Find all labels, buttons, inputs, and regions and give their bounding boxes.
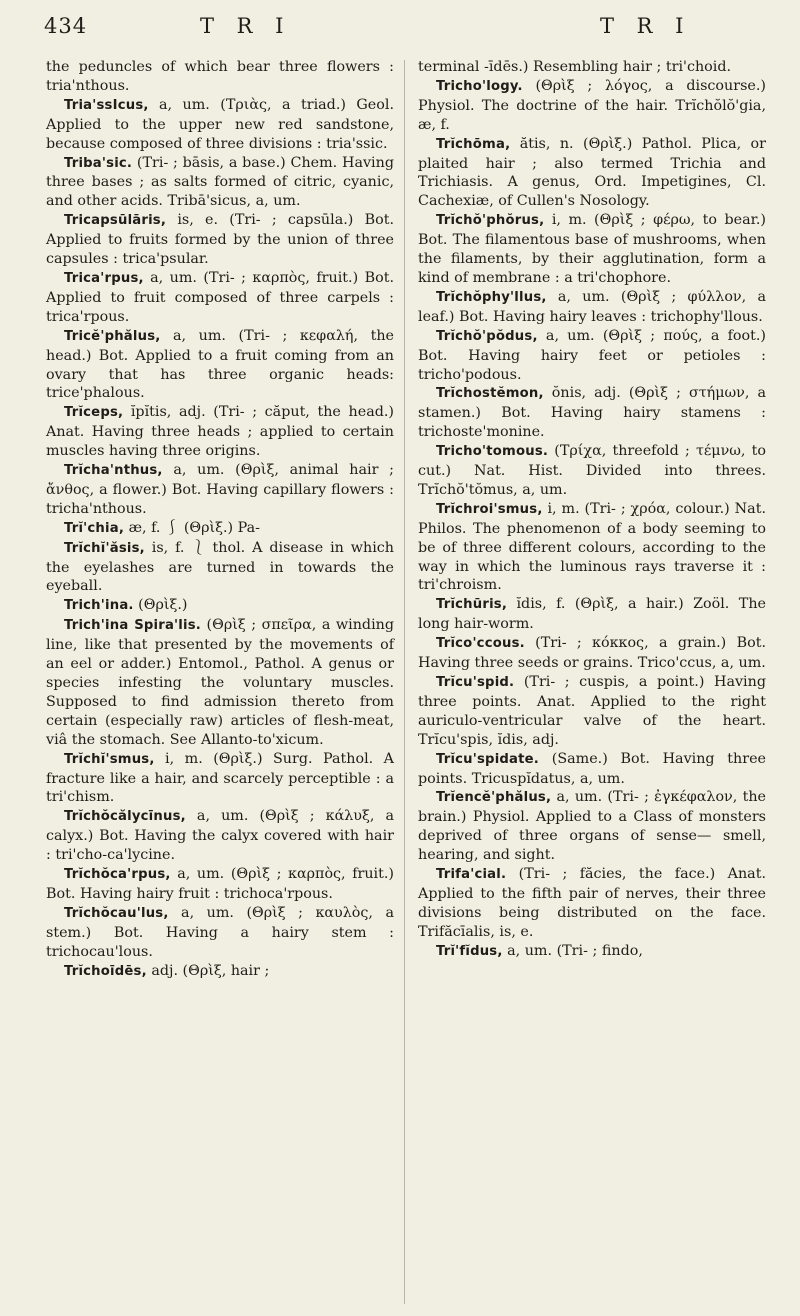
entry-headword: Trĭ'chia, xyxy=(64,520,125,536)
entry-headword: Trĭchostĕmon, xyxy=(436,386,544,402)
right-column xyxy=(418,58,766,962)
running-head-right: T R I xyxy=(600,14,692,38)
dictionary-entry xyxy=(418,442,766,500)
entry-definition: a, um. (Tri- ; καρπὸς, fruit.) Bot. Applied to fruit composed of three carpels : trica'rpous. xyxy=(46,269,394,325)
entry-headword: Trĭcu'spid. xyxy=(436,675,515,690)
entry-headword: Trich'ina. xyxy=(64,598,134,614)
dictionary-entry xyxy=(418,384,766,442)
dictionary-entry xyxy=(46,596,394,616)
entry-headword: Trĭchūris, xyxy=(436,597,508,613)
entry-headword: Trĭchŏ'phŏrus, xyxy=(436,213,545,229)
dictionary-entry xyxy=(46,750,394,808)
entry-definition: a, um. (Θρὶξ ; καυλὸς, a stem.) Bot. Having a hairy stem : trichocau'lous. xyxy=(46,904,394,960)
entry-definition: ĭpĭtis, adj. (Tri- ; căput, the head.) Anat. Having three heads ; applied to certain muscles having three origins. xyxy=(46,404,394,460)
entry-headword: Trĭencĕ'phălus, xyxy=(436,790,552,806)
column-divider xyxy=(404,60,405,1304)
dictionary-entry xyxy=(46,269,394,327)
entry-headword: Tricapsūlāris, xyxy=(64,213,167,229)
entry-headword: Trich'ina Spira'lis. xyxy=(64,618,201,634)
dictionary-entry xyxy=(418,135,766,212)
entry-definition: ĭdis, f. (Θρὶξ, a hair.) Zoöl. The long hair-worm. xyxy=(418,596,766,633)
page-number: 434 xyxy=(44,14,88,38)
entry-headword: Tricho'tomous. xyxy=(436,444,549,460)
dictionary-entry xyxy=(46,58,394,96)
entry-definition: i, m. (Tri- ; χρόα, colour.) Nat. Philos. The phenomenon of a body seeming to be of three different colours, according to the way in which the luminous rays traverse it : tri'chroism. xyxy=(418,500,766,594)
entry-definition: æ, f. ⎰ (Θρὶξ.) Pa- xyxy=(124,519,261,536)
entry-headword: Trĭchoīdēs, xyxy=(64,963,147,979)
dictionary-entry xyxy=(46,962,394,982)
dictionary-entry xyxy=(418,788,766,865)
dictionary-entry xyxy=(46,865,394,904)
entry-headword: Trĭchĭ'smus, xyxy=(64,751,155,767)
left-column xyxy=(46,58,394,982)
entry-headword: Triba'sic. xyxy=(64,155,133,171)
running-head-left: T R I xyxy=(200,14,292,38)
entry-definition: a, um. (Θρὶξ, animal hair ; ἄνθος, a flower.) Bot. Having capillary flowers : tricha'nthous. xyxy=(46,462,394,517)
entry-definition: a, um. (Θρὶξ ; κάλυξ, a calyx.) Bot. Having the calyx covered with hair : tri'cho-ca'lycine. xyxy=(46,808,394,864)
entry-definition: a, um. (Θρὶξ ; καρπὸς, fruit.) Bot. Having hairy fruit : trichoca'rpous. xyxy=(46,866,394,902)
dictionary-entry xyxy=(418,500,766,596)
entry-headword: Trĭchŏcau'lus, xyxy=(64,905,169,921)
dictionary-entry xyxy=(46,519,394,539)
entry-headword: Tricĕ'phălus, xyxy=(64,328,161,344)
entry-headword: Trĭchōma, xyxy=(436,136,511,152)
dictionary-entry xyxy=(418,865,766,942)
entry-definition: is, f. ⎱ thol. A disease in which the eyelashes are turned in towards the eyeball. xyxy=(46,539,394,595)
dictionary-entry xyxy=(46,154,394,212)
entry-definition: (Tri- ; κόκκος, a grain.) Bot. Having three seeds or grains. Trico'ccus, a, um. xyxy=(418,635,766,672)
running-header xyxy=(0,0,800,56)
dictionary-entry xyxy=(418,673,766,750)
entry-headword: Trĭchĭ'ăsis, xyxy=(64,540,145,556)
entry-definition: (Tri- ; făcies, the face.) Anat. Applied to the fifth pair of nerves, their three divisions being distributed on the face. Trifăcīalis, is, e. xyxy=(418,866,766,940)
entry-definition: a, um. (Θρὶξ ; πούς, a foot.) Bot. Having hairy feet or petioles : tricho'podous. xyxy=(418,327,766,383)
entry-headword: Tria'ssIcus, xyxy=(64,97,149,113)
entry-definition: (Θρὶξ.) xyxy=(133,597,188,614)
entry-definition: ŏnis, adj. (Θρὶξ ; στήμων, a stamen.) Bot. Having hairy stamens : trichoste'monine. xyxy=(418,385,766,441)
entry-definition: (Same.) Bot. Having three points. Tricuspĭdatus, a, um. xyxy=(418,750,766,787)
entry-definition: (Τρίχα, threefold ; τέμνω, to cut.) Nat. Hist. Divided into threes. Trĭchŏ'tŏmus, a, um. xyxy=(418,443,766,498)
entry-headword: Trĭchŏphy'llus, xyxy=(436,289,547,305)
entry-headword: Tricho'logy. xyxy=(436,78,523,94)
dictionary-entry xyxy=(46,616,394,749)
dictionary-entry xyxy=(46,403,394,461)
dictionary-entry xyxy=(418,942,766,962)
dictionary-entry xyxy=(418,327,766,385)
entry-definition: the peduncles of which bear three flowers : tria'nthous. xyxy=(46,59,394,94)
entry-definition: a, um. (Τριὰς, a triad.) Geol. Applied to the upper new red sandstone, because composed of three divisions : tria'ssic. xyxy=(46,96,394,152)
dictionary-entry xyxy=(46,461,394,519)
entry-definition: adj. (Θρὶξ, hair ; xyxy=(146,962,270,979)
dictionary-entry xyxy=(418,211,766,288)
entry-headword: Trĭchŏcălycīnus, xyxy=(64,809,186,825)
entry-headword: Trĭchroi'smus, xyxy=(436,501,543,517)
entry-definition: (Θρὶξ ; λόγος, a discourse.) Physiol. The doctrine of the hair. Trĭchŏlŏ'gia, æ, f. xyxy=(418,77,766,133)
entry-definition: a, um. (Tri- ; findo, xyxy=(502,942,643,959)
entry-definition: a, um. (Tri- ; κεφαλή, the head.) Bot. Applied to a fruit coming from an ovary that has three organic heads: trice'phalous. xyxy=(46,327,394,402)
entry-headword: Trĭcu'spidate. xyxy=(436,751,540,767)
entry-headword: Trĭchŏca'rpus, xyxy=(64,867,171,883)
entry-headword: Trifa'cial. xyxy=(436,867,507,883)
entry-definition: a, um. (Tri- ; ἐγκέφαλον, the brain.) Physiol. Applied to a Class of monsters deprived of three organs of sense— smell, hearing, and sight. xyxy=(418,789,766,864)
entry-headword: Trĭco'ccous. xyxy=(436,636,525,652)
dictionary-entry xyxy=(418,595,766,634)
entry-definition: (Θρὶξ ; σπεῖρα, a winding line, like that presented by the movements of an eel or adder.) Entomol., Pathol. A genus or species infesting the voluntary muscles. Supposed to find admission thereto from certain (especially raw) articles of flesh-meat, viâ the stomach. See Allanto-to'xicum. xyxy=(46,617,395,748)
dictionary-entry xyxy=(46,539,394,597)
dictionary-entry xyxy=(418,288,766,327)
dictionary-entry xyxy=(418,634,766,673)
dictionary-entry xyxy=(46,807,394,865)
entry-definition: ătis, n. (Θρὶξ.) Pathol. Plica, or plaited hair ; also termed Trichia and Trichiasis. A genus, Ord. Impetigines, Cl. Cachexiæ, of Cullen's Nosology. xyxy=(418,135,766,210)
entry-headword: Trĭ'fĭdus, xyxy=(436,943,503,959)
entry-definition: i, m. (Θρὶξ.) Surg. Pathol. A fracture like a hair, and scarcely perceptible : a tri'chism. xyxy=(46,750,394,806)
entry-headword: Trĭcha'nthus, xyxy=(64,463,163,479)
entry-definition: (Tri- ; bāsis, a base.) Chem. Having three bases ; as salts formed of citric, cyanic, and other acids. Tribā'sicus, a, um. xyxy=(46,154,394,210)
entry-definition: a, um. (Θρὶξ ; φύλλον, a leaf.) Bot. Having hairy leaves : trichophy'llous. xyxy=(418,288,766,325)
dictionary-entry xyxy=(46,211,394,269)
dictionary-entry xyxy=(46,96,394,154)
dictionary-entry xyxy=(418,58,766,77)
entry-definition: is, e. (Tri- ; capsūla.) Bot. Applied to fruits formed by the union of three capsules : trica'psular. xyxy=(46,212,394,268)
dictionary-entry xyxy=(46,904,394,962)
entry-headword: Trica'rpus, xyxy=(64,270,144,286)
entry-definition: i, m. (Θρὶξ ; φέρω, to bear.) Bot. The filamentous base of mushrooms, when the filaments, by their agglutination, form a kind of membrane : a tri'chophore. xyxy=(418,212,766,286)
entry-headword: Trĭceps, xyxy=(64,405,124,421)
entry-headword: Trĭchŏ'pŏdus, xyxy=(436,328,538,344)
dictionary-entry xyxy=(418,77,766,135)
dictionary-entry xyxy=(46,327,394,404)
entry-definition: (Tri- ; cuspis, a point.) Having three points. Anat. Applied to the right auriculo-ventricular valve of the heart. Trĭcu'spis, ĭdis, adj. xyxy=(418,674,766,748)
dictionary-entry xyxy=(418,750,766,789)
entry-definition: terminal -īdēs.) Resembling hair ; tri'choid. xyxy=(418,59,732,75)
